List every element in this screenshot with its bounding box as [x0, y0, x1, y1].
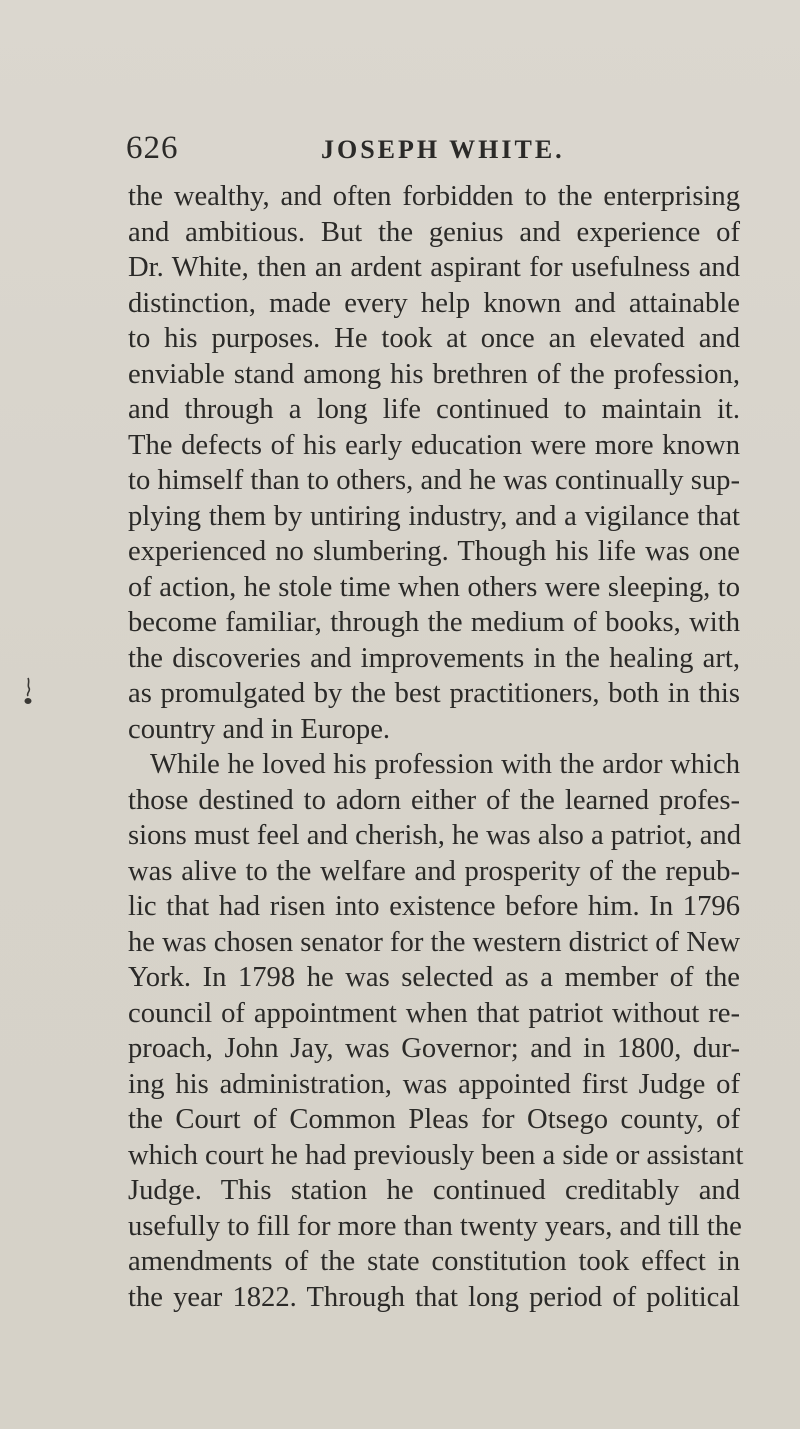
- text-line: become familiar, through the medium of books, with: [128, 607, 740, 638]
- text-line: Judge. This station he continued creditably and: [128, 1175, 740, 1206]
- ink-blot-mark: [22, 676, 34, 706]
- text-line: York. In 1798 he was selected as a member of the: [128, 962, 740, 993]
- body-text: [128, 179, 744, 1315]
- text-line: the year 1822. Through that long period of political: [128, 1281, 740, 1313]
- text-line: which court he had previously been a side or assistant: [128, 1139, 744, 1171]
- text-line: those destined to adorn either of the learned profes-: [128, 784, 740, 816]
- text-line: to his purposes. He took at once an elevated and: [128, 323, 740, 354]
- text-line: enviable stand among his brethren of the profession,: [128, 358, 740, 390]
- text-line: the wealthy, and often forbidden to the enterprising: [128, 181, 740, 212]
- text-line: he was chosen senator for the western district of New: [128, 926, 741, 958]
- text-line: of action, he stole time when others were sleeping, to: [128, 571, 740, 603]
- text-line: the Court of Common Pleas for Otsego county, of: [128, 1104, 740, 1135]
- text-line: sions must feel and cherish, he was also a patriot, and: [128, 820, 742, 851]
- text-line: council of appointment when that patriot without re-: [128, 997, 740, 1029]
- text-line: country and in Europe.: [128, 713, 391, 745]
- text-line: While he loved his profession with the ardor which: [150, 749, 740, 780]
- text-line: plying them by untiring industry, and a vigilance that: [128, 500, 740, 532]
- page-number: 626: [126, 130, 179, 166]
- text-line: Dr. White, then an ardent aspirant for usefulness and: [128, 252, 740, 283]
- text-line: The defects of his early education were more known: [128, 429, 740, 461]
- text-line: proach, John Jay, was Governor; and in 1800, dur-: [128, 1033, 740, 1064]
- text-line: usefully to fill for more than twenty years, and till the: [128, 1210, 742, 1242]
- text-line: and ambitious. But the genius and experience of: [128, 216, 740, 248]
- text-line: experienced no slumbering. Though his life was one: [128, 536, 740, 567]
- text-line: distinction, made every help known and attainable: [128, 287, 740, 319]
- text-line: amendments of the state constitution took effect in: [128, 1246, 740, 1277]
- text-line: and through a long life continued to maintain it.: [128, 394, 740, 425]
- text-line: as promulgated by the best practitioners, both in this: [128, 678, 740, 709]
- running-head: JOSEPH WHITE.: [321, 135, 565, 164]
- text-line: to himself than to others, and he was continually sup-: [128, 465, 740, 496]
- text-line: was alive to the welfare and prosperity of the repub-: [128, 855, 740, 887]
- text-line: lic that had risen into existence before him. In 1796: [128, 891, 740, 922]
- text-line: the discoveries and improvements in the healing art,: [128, 642, 740, 674]
- text-line: ing his administration, was appointed first Judge of: [128, 1068, 740, 1100]
- page-header: [126, 130, 746, 170]
